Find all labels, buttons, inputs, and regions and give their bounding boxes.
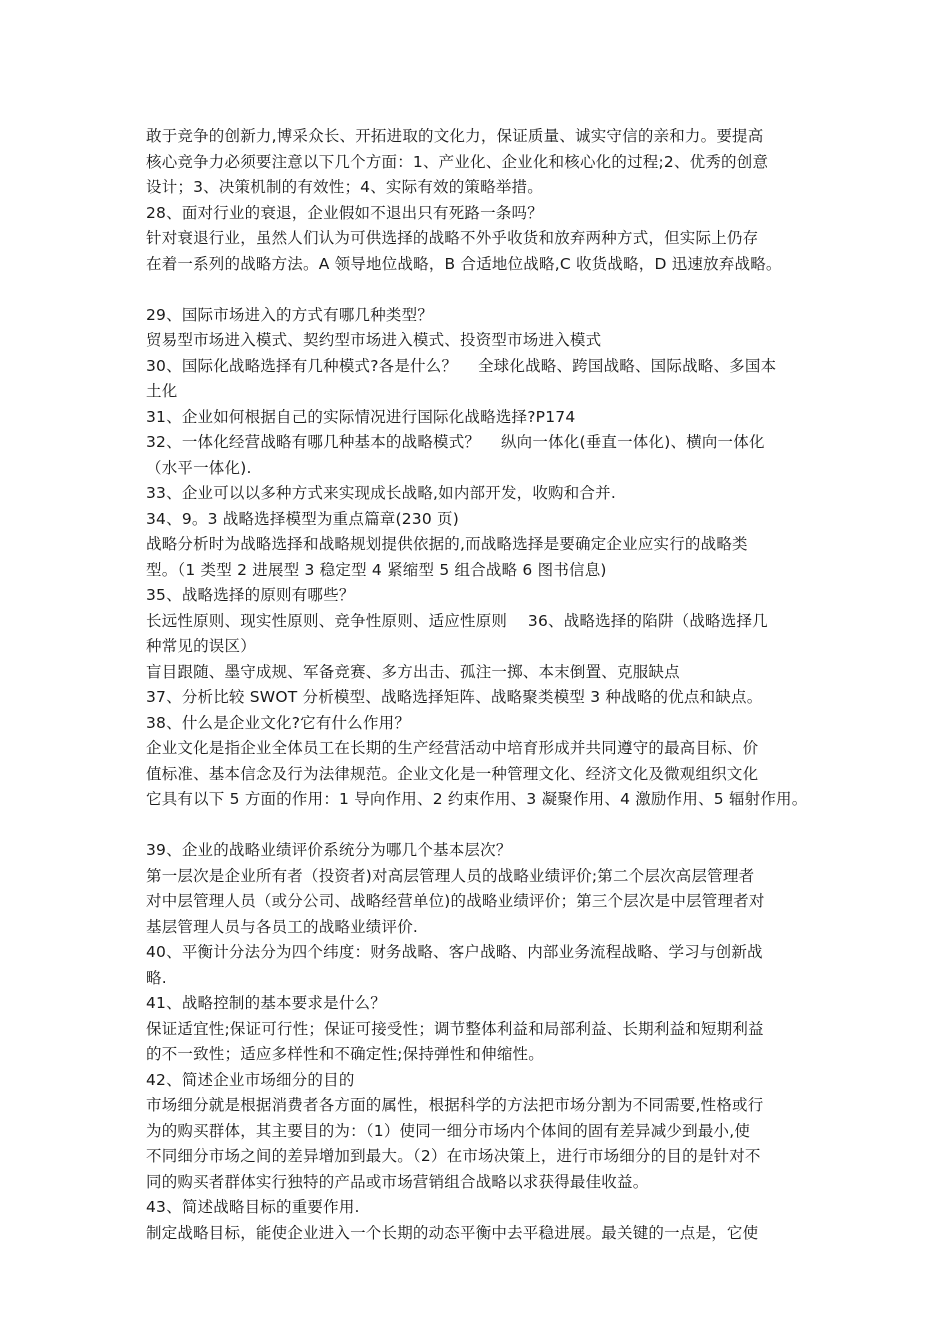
text-line: （水平一体化). — [146, 458, 252, 477]
text-line: 贸易型市场进入模式、契约型市场进入模式、投资型市场进入模式 — [146, 331, 602, 349]
text-line: 种常见的误区） — [146, 637, 256, 655]
text-line: 市场细分就是根据消费者各方面的属性，根据科学的方法把市场分割为不同需要,性格或行 — [146, 1096, 764, 1114]
text-line: 值标准、基本信念及行为法律规范。企业文化是一种管理文化、经济文化及微观组织文化 — [146, 764, 759, 783]
text-line: 28、面对行业的衰退，企业假如不退出只有死路一条吗？ — [146, 203, 543, 222]
text-line: 的不一致性；适应多样性和不确定性;保持弹性和伸缩性。 — [146, 1045, 544, 1063]
text-line: 针对衰退行业，虽然人们认为可供选择的战略不外乎收货和放弃两种方式，但实际上仍存 — [146, 229, 759, 247]
text-line: 制定战略目标，能使企业进入一个长期的动态平衡中去平稳进展。最关键的一点是，它使 — [146, 1223, 759, 1242]
document-page — [146, 124, 816, 1246]
text-line: 保证适宜性;保证可行性；保证可接受性；调节整体利益和局部利益、长期利益和短期利益 — [146, 1019, 764, 1038]
text-line: 40、平衡计分法分为四个纬度：财务战略、客户战略、内部业务流程战略、学习与创新战 — [146, 943, 763, 961]
text-line: 29、国际市场进入的方式有哪几种类型？ — [146, 305, 434, 324]
text-line: 基层管理人员与各员工的战略业绩评价. — [146, 917, 419, 936]
text-line: 38、什么是企业文化?它有什么作用？ — [146, 713, 411, 732]
text-line: 长远性原则、现实性原则、竞争性原则、适应性原则 36、战略选择的陷阱（战略选择几 — [146, 611, 768, 630]
text-line: 39、企业的战略业绩评价系统分为哪几个基本层次？ — [146, 841, 512, 859]
text-line: 不同细分市场之间的差异增加到最大。（2）在市场决策上，进行市场细分的目的是针对不 — [146, 1147, 761, 1165]
text-line: 43、简述战略目标的重要作用. — [146, 1198, 360, 1216]
blank-line — [146, 813, 816, 839]
text-line: 略. — [146, 968, 167, 987]
text-line: 第一层次是企业所有者（投资者)对高层管理人员的战略业绩评价;第二个层次高层管理者 — [146, 866, 755, 885]
text-line: 30、国际化战略选择有几种模式?各是什么？ 全球化战略、跨国战略、国际战略、多国本 — [146, 356, 777, 375]
text-line: 42、简述企业市场细分的目的 — [146, 1070, 355, 1089]
text-line: 41、战略控制的基本要求是什么？ — [146, 994, 386, 1012]
text-line: 型。（1 类型 2 进展型 3 稳定型 4 紧缩型 5 组合战略 6 图书信息) — [146, 560, 607, 579]
text-line: 它具有以下 5 方面的作用：1 导向作用、2 约束作用、3 凝聚作用、4 激励作用、5 辐射作用。 — [146, 790, 808, 808]
text-line: 战略分析时为战略选择和战略规划提供依据的,而战略选择是要确定企业应实行的战略类 — [146, 535, 748, 553]
text-line: 为的购买群体，其主要目的为：（1）使同一细分市场内个体间的固有差异减少到最小,使 — [146, 1121, 751, 1140]
text-line: 核心竞争力必须要注意以下几个方面：1、产业化、企业化和核心化的过程;2、优秀的创意 — [146, 152, 769, 171]
text-line: 企业文化是指企业全体员工在长期的生产经营活动中培育形成并共同遵守的最高目标、价 — [146, 739, 759, 757]
text-line: 对中层管理人员（或分公司、战略经营单位)的战略业绩评价；第三个层次是中层管理者对 — [146, 892, 765, 910]
text-line: 设计；3、决策机制的有效性；4、实际有效的策略举措。 — [146, 178, 543, 196]
text-line: 34、9。3 战略选择模型为重点篇章(230 页) — [146, 509, 459, 528]
text-line: 35、战略选择的原则有哪些？ — [146, 586, 355, 604]
text-line: 在着一系列的战略方法。A 领导地位战略，B 合适地位战略,C 收货战略，D 迅速放弃战略。 — [146, 254, 782, 273]
text-line: 盲目跟随、墨守成规、军备竞赛、多方出击、孤注一掷、本末倒置、克服缺点 — [146, 662, 680, 681]
text-line: 33、企业可以以多种方式来实现成长战略,如内部开发，收购和合并. — [146, 484, 616, 502]
text-line: 31、企业如何根据自己的实际情况进行国际化战略选择?P174 — [146, 407, 576, 426]
text-line: 土化 — [146, 382, 178, 400]
blank-line — [146, 277, 816, 303]
text-line: 敢于竞争的创新力,博采众长、开拓进取的文化力，保证质量、诚实守信的亲和力。要提高 — [146, 127, 764, 145]
text-line: 32、一体化经营战略有哪几种基本的战略模式？ 纵向一体化(垂直一体化)、横向一体化 — [146, 433, 765, 451]
text-line: 同的购买者群体实行独特的产品或市场营销组合战略以求获得最佳收益。 — [146, 1172, 649, 1191]
text-line: 37、分析比较 SWOT 分析模型、战略选择矩阵、战略聚类模型 3 种战略的优点和缺点。 — [146, 688, 763, 706]
